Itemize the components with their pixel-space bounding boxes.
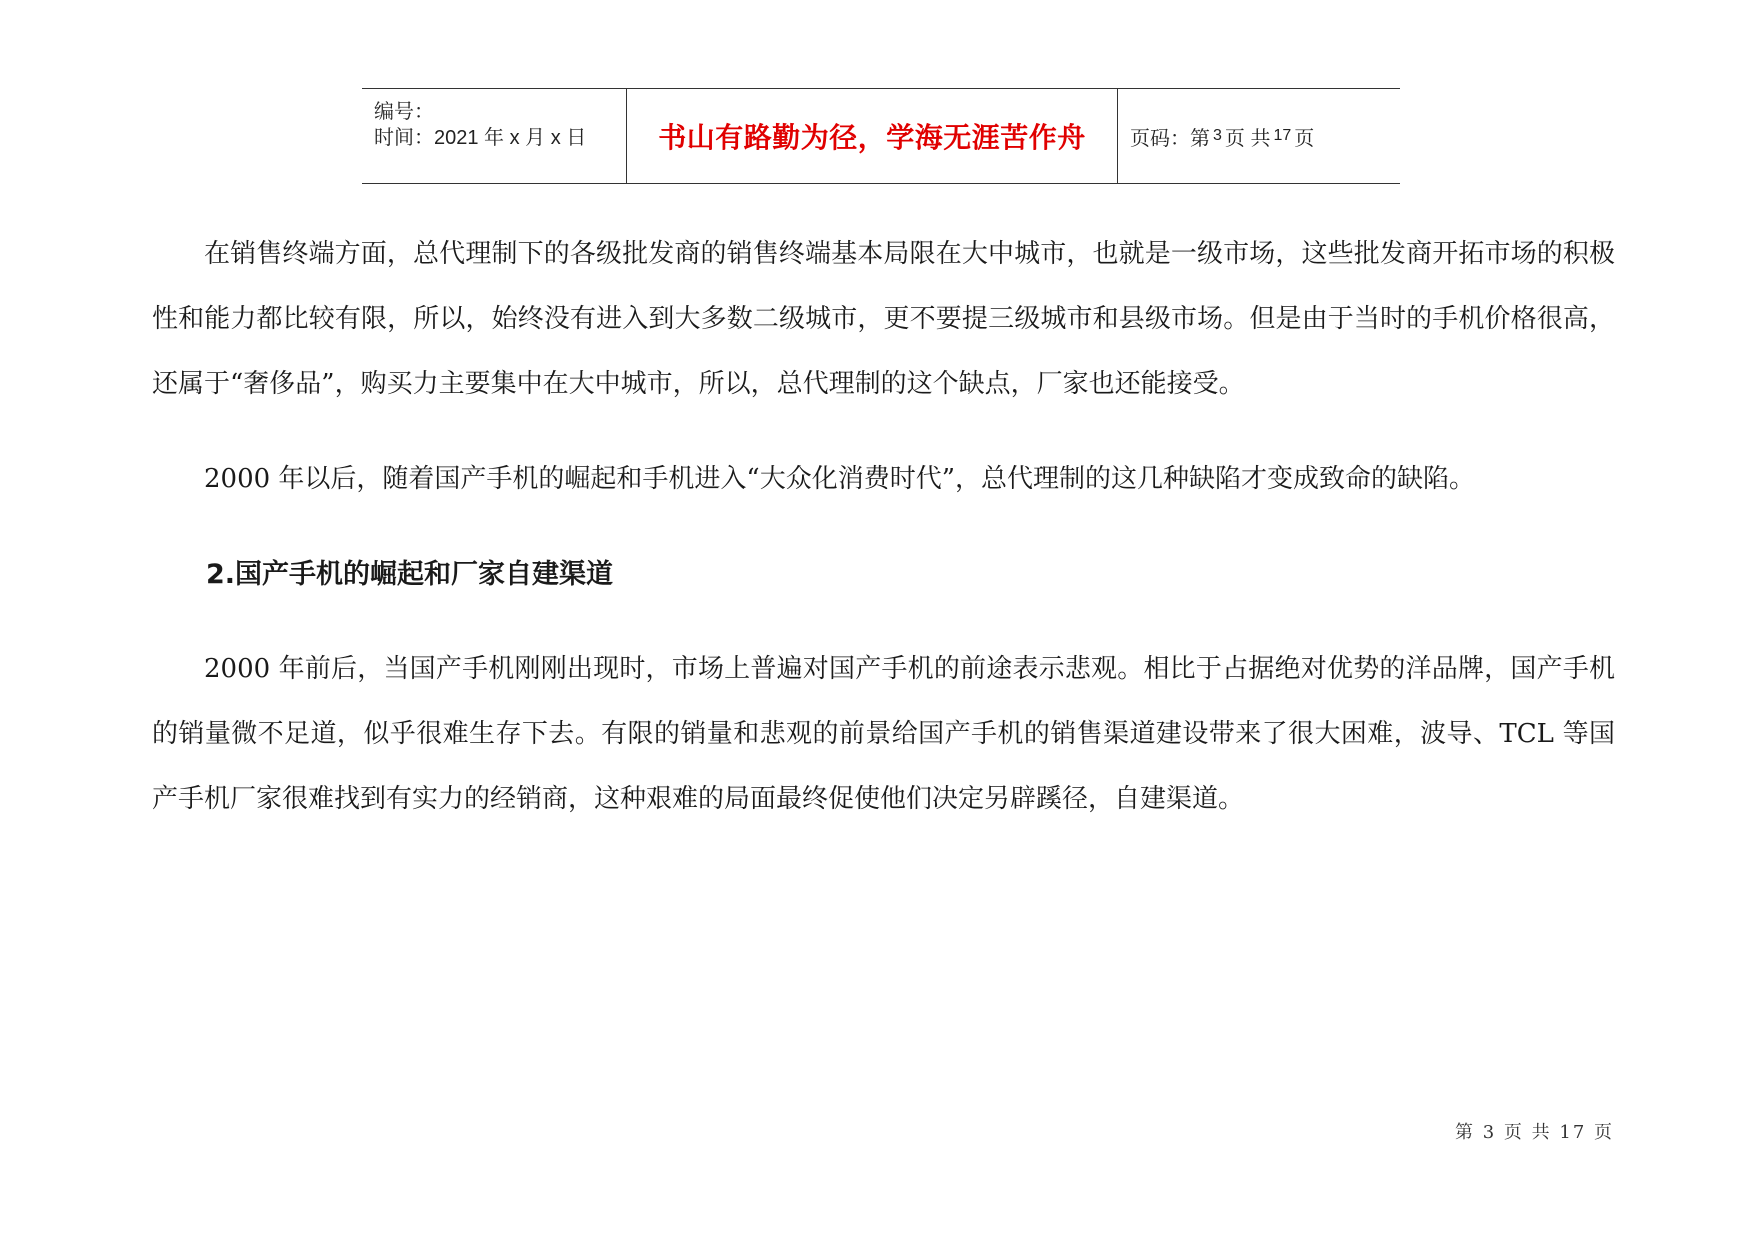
- paragraph-sales-terminal: 在销售终端方面，总代理制下的各级批发商的销售终端基本局限在大中城市，也就是一级市场，这些批发商开拓市场的积极性和能力都比较有限，所以，始终没有进入到大多数二级城市，更不要提三级城市和县级市场。但是由于当时的手机价格很高，还属于“奢侈品”，购买力主要集中在大中城市，所以，总代理制的这个缺点，厂家也还能接受。: [152, 239, 1615, 399]
- page-mid: 页 共: [1224, 127, 1271, 150]
- document-header: [362, 88, 1400, 184]
- paragraph-after-2000: 2000 年以后，随着国产手机的崛起和手机进入“大众化消费时代”，总代理制的这几种缺陷才变成致命的缺陷。: [204, 464, 1476, 494]
- page-prefix: 页码：第: [1130, 127, 1210, 150]
- paragraph-domestic-phones: 2000 年前后，当国产手机刚刚出现时，市场上普遍对国产手机的前途表示悲观。相比于占据绝对优势的洋品牌，国产手机的销量微不足道，似乎很难生存下去。有限的销量和悲观的前景给国产手机的销售渠道建设带来了很大困难，波导、TCL 等国产手机厂家很难找到有实力的经销商，这种艰难的局面最终促使他们决定另辟蹊径，自建渠道。: [152, 654, 1615, 814]
- header-page-cell: [1118, 89, 1400, 183]
- page-suffix: 页: [1294, 127, 1315, 150]
- page-total: 17: [1273, 127, 1292, 144]
- header-info-cell: [362, 89, 627, 183]
- header-motto-cell: [627, 89, 1118, 183]
- section-heading: 2.国产手机的崛起和厂家自建渠道: [206, 559, 614, 590]
- document-body: [152, 222, 1615, 832]
- document-date: 时间：2021 年 x 月 x 日: [374, 127, 587, 149]
- header-motto: 书山有路勤为径，学海无涯苦作舟: [658, 121, 1086, 154]
- page-current: 3: [1213, 127, 1222, 144]
- page-footer: 第 3 页 共 17 页: [1455, 1122, 1614, 1143]
- document-number-label: 编号：: [374, 101, 434, 123]
